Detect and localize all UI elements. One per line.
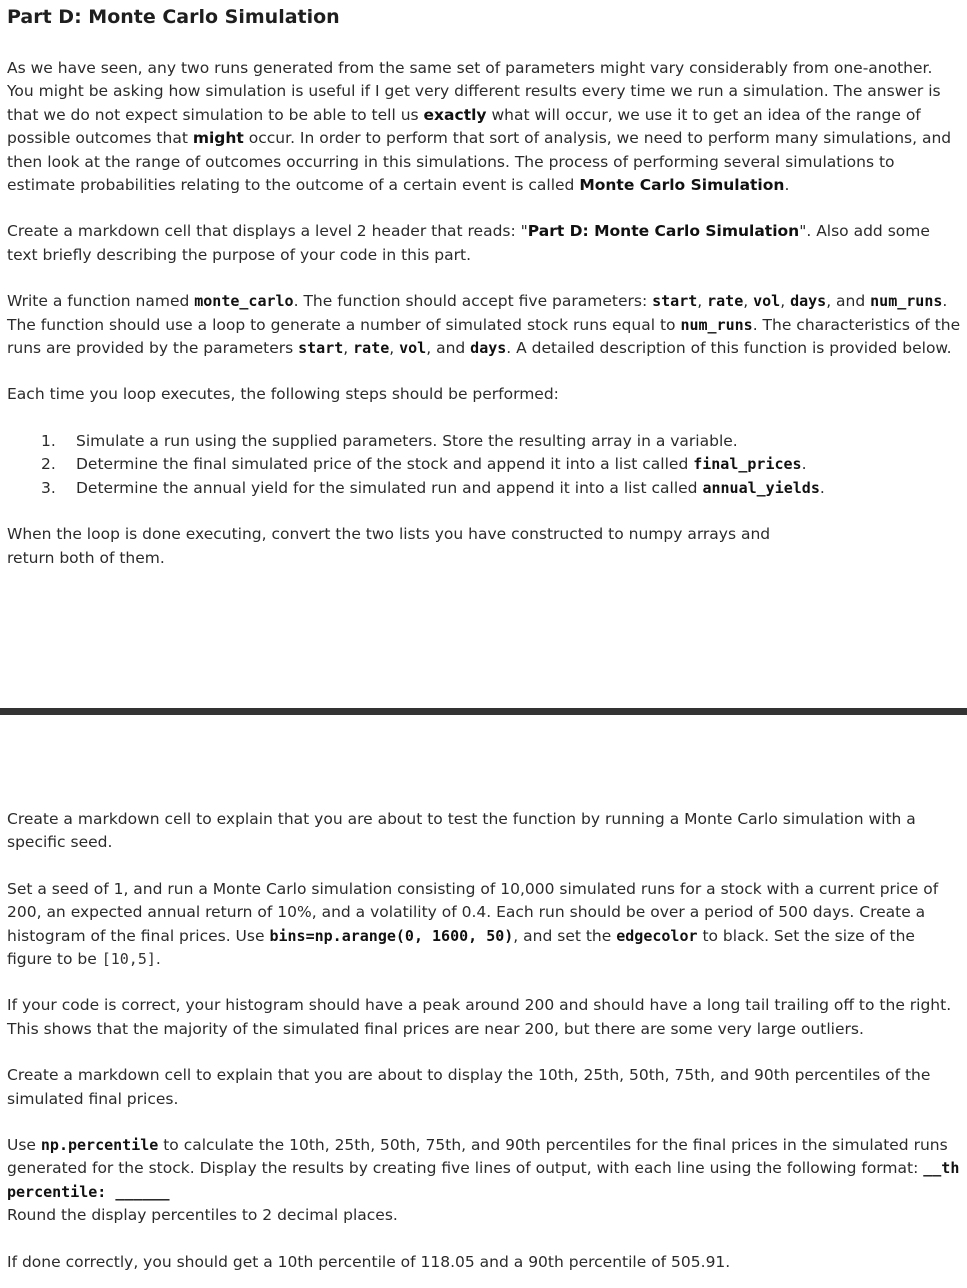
markdown-test-instruction: Create a markdown cell to explain that you are about to test the function by running a Monte Carlo simulation with a specific seed.: [7, 810, 916, 852]
code-monte-carlo: monte_carlo: [194, 292, 294, 311]
code-format: __th percentile: ______: [7, 1159, 960, 1201]
code-figsize: [10,5]: [101, 950, 156, 969]
round-note: Round the display percentiles to 2 decimal places.: [7, 1206, 398, 1225]
percentile-description: Use np.percentile to calculate the 10th, 25th, 50th, 75th, and 90th percentiles for the final prices in the simulated runs generated for the stock. Display the results by creating five lines of output, with each line using the following format: __th percentile: ______: [7, 1136, 960, 1201]
section-divider: [0, 708, 967, 715]
markdown-percentiles-instruction: Create a markdown cell to explain that you are about to display the 10th, 25th, 50th, 75th, and 90th percentiles of the simulated final prices.: [7, 1066, 931, 1108]
markdown-instruction: Create a markdown cell that displays a level 2 header that reads: "Part D: Monte Carlo Simulation". Also add some text briefly describing the purpose of your code in this part.: [7, 222, 930, 264]
seed-description: Set a seed of 1, and run a Monte Carlo simulation consisting of 10,000 simulated runs for a stock with a current price of 200, an expected annual return of 10%, and a volatility of 0.4. Each run should be over a period of 500 days. Create a histogram of the final prices. Use bins=np.arange(0, 1600, 50), and set the edgecolor to black. Set the size of the figure to be [10,5].: [7, 879, 939, 969]
loop-intro: Each time you loop executes, the following steps should be performed:: [7, 385, 559, 404]
code-np-percentile: np.percentile: [40, 1136, 159, 1155]
part-e-section: [7, 808, 962, 1274]
list-item: 1. Simulate a run using the supplied parameters. Store the resulting array in a variable.: [41, 431, 738, 450]
part-d-section: [7, 0, 962, 570]
function-description: Write a function named monte_carlo. The function should accept five parameters: start, rate, vol, days, and num_runs. The function should use a loop to generate a number of simulated stock runs equal to num_runs. The characteristics of the runs are provided by the parameters start, rate, vol, and days. A detailed description of this function is provided below.: [7, 292, 961, 358]
steps-list: [7, 430, 962, 500]
part-d-title: Part D: Monte Carlo Simulation: [7, 6, 340, 28]
code-edgecolor: edgecolor: [616, 926, 698, 945]
emphasis-might: might: [192, 129, 244, 148]
emphasis-monte-carlo: Monte Carlo Simulation: [579, 176, 785, 195]
expected-result: If done correctly, you should get a 10th percentile of 118.05 and a 90th percentile of 505.91.: [7, 1252, 731, 1271]
list-item: 2. Determine the final simulated price of the stock and append it into a list called final_prices.: [41, 455, 807, 474]
intro-paragraph: As we have seen, any two runs generated from the same set of parameters might vary considerably from one-another. You might be asking how simulation is useful if I get very different results every time we run a simulation. The answer is that we do not expect simulation to be able to tell us exactly what will occur, we use it to get an idea of the range of possible outcomes that might occur. In order to perform that sort of analysis, we need to perform many simulations, and then look at the range of outcomes occurring in this simulations. The process of performing several simulations to estimate probabilities relating to the outcome of a certain event is called Monte Carlo Simulation.: [7, 59, 952, 195]
code-bins: bins=np.arange(0, 1600, 50): [269, 926, 514, 945]
loop-done: When the loop is done executing, convert the two lists you have constructed to numpy arrays and return both of them.: [7, 525, 771, 567]
histogram-note: If your code is correct, your histogram should have a peak around 200 and should have a long tail trailing off to the right. This shows that the majority of the simulated final prices are near 200, but there are some very large outliers.: [7, 996, 952, 1038]
emphasis-exactly: exactly: [423, 105, 487, 124]
list-item: 3. Determine the annual yield for the simulated run and append it into a list called annual_yields.: [41, 478, 825, 497]
